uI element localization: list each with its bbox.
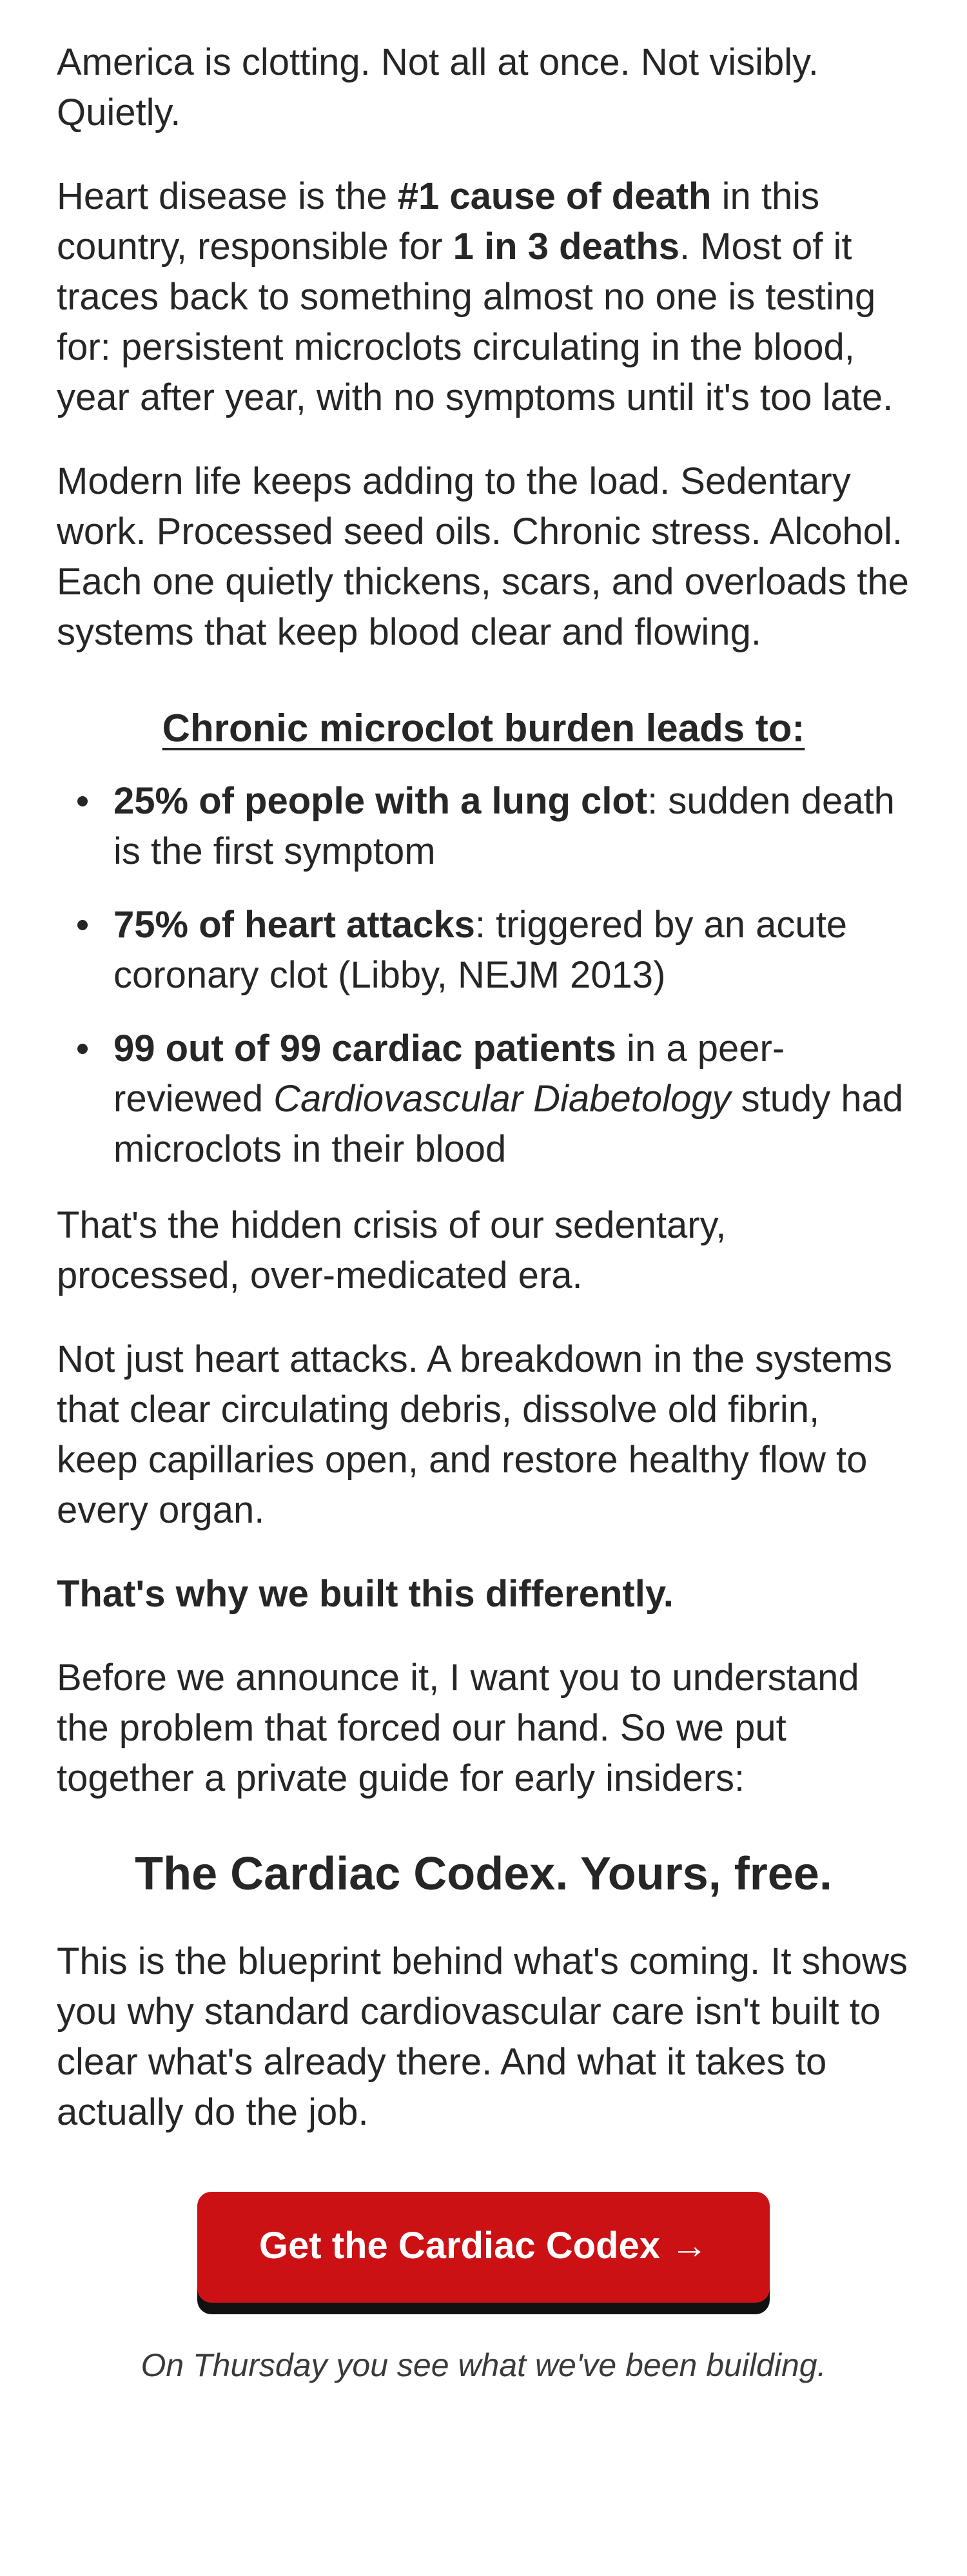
breakdown-paragraph: Not just heart attacks. A breakdown in the systems that clear circulating debris, dissolve old fibrin, keep capillaries open, and restore healthy flow to every organ.: [57, 1338, 892, 1531]
list-item: [113, 1024, 910, 1175]
list-item-text: study had microclots in their blood: [113, 1078, 904, 1170]
offer-heading: The Cardiac Codex. Yours, free.: [135, 1848, 832, 1900]
cta-container: [57, 2192, 910, 2303]
burden-list: [57, 776, 910, 1175]
list-item-text: in a peer-reviewed: [113, 1028, 785, 1120]
built-differently-text: That's why we built this differently.: [57, 1573, 674, 1615]
burden-heading: Chronic microclot burden leads to:: [162, 707, 805, 750]
list-item-bold: 75% of heart attacks: [113, 904, 475, 946]
journal-name: Cardiovascular Diabetology: [273, 1078, 731, 1120]
heart-disease-paragraph: [57, 171, 910, 423]
built-differently-paragraph: [57, 1569, 910, 1619]
modern-life-paragraph: Modern life keeps adding to the load. Sedentary work. Processed seed oils. Chronic stress. Alcohol. Each one quietly thickens, scars, and overloads the systems that keep blood clear and flowing.: [57, 460, 909, 653]
blueprint-paragraph: This is the blueprint behind what's coming. It shows you why standard cardiovascular care isn't built to clear what's already there. And what it takes to actually do the job.: [57, 1940, 908, 2133]
bullet-icon: [77, 1044, 88, 1054]
announcement-paragraph: Before we announce it, I want you to understand the problem that forced our hand. So we put together a private guide for early insiders:: [57, 1657, 859, 1799]
list-item: [113, 776, 910, 877]
get-codex-button[interactable]: Get the Cardiac Codex →: [197, 2192, 770, 2303]
list-item-bold: 99 out of 99 cardiac patients: [113, 1028, 617, 1069]
text-run: in this country, responsible for: [57, 175, 820, 268]
list-item: [113, 900, 910, 1000]
intro-paragraph: America is clotting. Not all at once. Not visibly. Quietly.: [57, 41, 819, 133]
hidden-crisis-paragraph: That's the hidden crisis of our sedentary, processed, over-medicated era.: [57, 1204, 727, 1296]
footnote: On Thursday you see what we've been building.: [141, 2347, 826, 2383]
bullet-icon: [77, 920, 88, 930]
list-item-text: : sudden death is the first symptom: [113, 780, 895, 872]
text-run: . Most of it traces back to something almost no one is testing for: persistent microclots circulating in the blood, year after year, with no symptoms until it's too late.: [57, 226, 894, 418]
bold-stat-leading-cause: #1 cause of death: [397, 175, 712, 217]
list-item-text: : triggered by an acute coronary clot (Libby, NEJM 2013): [113, 904, 848, 996]
text-run: Heart disease is the: [57, 175, 398, 217]
bold-stat-one-in-three: 1 in 3 deaths: [453, 226, 680, 268]
list-item-bold: 25% of people with a lung clot: [113, 780, 648, 822]
bullet-icon: [77, 796, 88, 806]
